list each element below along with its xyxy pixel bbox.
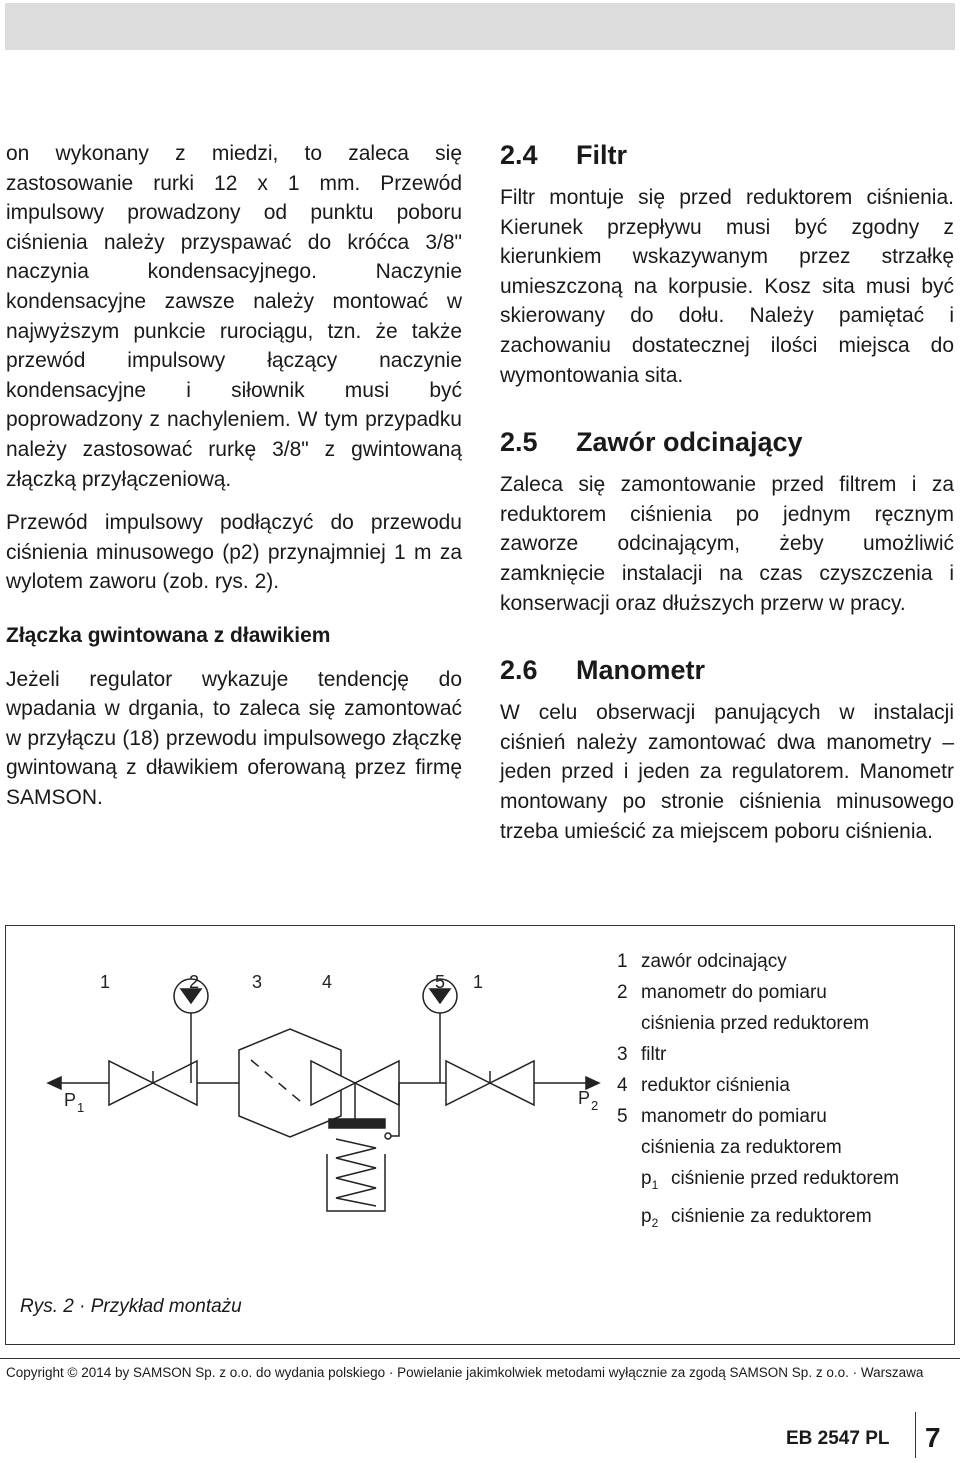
- shutoff-valve-icon: [109, 1061, 197, 1105]
- legend-text: reduktor ciśnienia: [641, 1075, 790, 1096]
- legend-text: ciśnienia przed reduktorem: [641, 1013, 870, 1034]
- header-bar: [5, 3, 955, 50]
- footer-divider: [0, 1358, 960, 1359]
- diagram-label: 2: [189, 972, 200, 992]
- diagram-label: P: [578, 1088, 591, 1108]
- legend-text: zawór odcinający: [641, 951, 787, 972]
- legend-text: ciśnienie przed reduktorem: [671, 1168, 900, 1189]
- diagram-label: 1: [473, 972, 484, 992]
- figure-caption: Rys. 2 · Przykład montażu: [20, 1296, 242, 1317]
- section-number: 2.4: [500, 140, 538, 170]
- pressure-reducer-icon: [311, 1061, 399, 1211]
- footer-separator: [915, 1412, 916, 1458]
- legend-text: ciśnienia za reduktorem: [641, 1137, 842, 1158]
- section-title: Manometr: [576, 655, 706, 686]
- diagram-label: 5: [435, 972, 446, 992]
- diagram-label: P: [64, 1090, 77, 1110]
- legend-text: manometr do pomiaru: [641, 982, 827, 1003]
- subheading: Złączka gwintowana z dławikiem: [6, 623, 331, 647]
- legend-text: ciśnienie za reduktorem: [671, 1205, 872, 1227]
- paragraph: W celu obserwacji panujących w instalacji ciśnień należy zamontować dwa manometry – jeden przed i jeden za regulatorem. Manometr montowany po stronie ciśnienia minusowego trzeba umieścić za miejscem poboru ciśnienia.: [500, 701, 954, 843]
- legend-key: 1: [617, 951, 628, 972]
- diagram-label: 1: [77, 1100, 85, 1115]
- pressure-gauge-icon: [174, 979, 208, 1083]
- diagram-label: 1: [100, 972, 111, 992]
- section-number: 2.5: [500, 427, 538, 458]
- legend-text: manometr do pomiaru: [641, 1106, 827, 1127]
- section-number: 2.6: [500, 655, 538, 686]
- section-title: Zawór odcinający: [576, 427, 803, 458]
- diagram-label: 3: [252, 972, 263, 992]
- paragraph: Przewód impulsowy podłączyć do przewodu ciśnienia minusowego (p2) przynajmniej 1 m za wylotem zaworu (zob. rys. 2).: [6, 511, 462, 594]
- paragraph: on wykonany z miedzi, to zaleca się zastosowanie rurki 12 x 1 mm. Przewód impulsowy prowadzony od punktu poboru ciśnienia należy przyspawać do króćca 3/8" naczynia kondensacyjnego. Naczynie kondensacyjne zawsze należy montować w najwyższym punkcie rurociągu, tzn. że także przewód impulsowy łączący naczynie kondensacyjne i siłownik musi być poprowadzony z nachyleniem. W tym przypadku należy zastosować rurkę 3/8" z gwintowaną złączką przyłączeniową.: [6, 142, 462, 491]
- legend-key: 2: [617, 982, 628, 1003]
- paragraph: Zaleca się zamontowanie przed filtrem i za reduktorem ciśnienia po jednym ręcznym zaworze odcinającym, żeby umożliwić zamknięcie instalacji na czas czyszczenia i konserwacji oraz dłuższych przerw w pracy.: [500, 473, 954, 615]
- figure-box: [5, 925, 955, 1345]
- inlet-arrow-icon: [48, 1077, 61, 1089]
- right-column: [500, 139, 954, 846]
- shutoff-valve-icon: [446, 1061, 534, 1105]
- legend-text: filtr: [641, 1044, 667, 1065]
- diagram-label: 4: [322, 972, 333, 992]
- legend-key: 4: [617, 1075, 628, 1096]
- legend-key: 5: [617, 1106, 628, 1127]
- copyright-notice: Copyright © 2014 by SAMSON Sp. z o.o. do wydania polskiego · Powielanie jakimkolwiek metodami wyłącznie za zgodą SAMSON Sp. z o.o. · Warszawa: [6, 1365, 924, 1380]
- legend-key: $p_1$: [641, 1168, 659, 1192]
- left-column: [6, 139, 462, 812]
- section-heading: [500, 139, 954, 171]
- figure-legend: [617, 946, 899, 1239]
- paragraph: Jeżeli regulator wykazuje tendencję do wpadania w drgania, to zaleca się zamontować w przyłączu (18) przewodu impulsowego złączkę gwintowaną z dławikiem oferowaną przez firmę SAMSON.: [6, 667, 462, 809]
- page-number: 7: [925, 1422, 941, 1453]
- section-heading: [500, 654, 954, 686]
- document-number: EB 2547 PL: [786, 1428, 890, 1449]
- installation-diagram: [6, 926, 616, 1286]
- section-title: Filtr: [576, 140, 627, 170]
- section-heading: [500, 426, 954, 458]
- paragraph: Filtr montuje się przed reduktorem ciśnienia. Kierunek przepływu musi być zgodny z kierunkiem wskazywanym przez strzałkę umieszczoną na korpusie. Kosz sita musi być skierowany do dołu. Należy pamiętać i zachowaniu dostatecznej ilości miejsca do wymontowania sita.: [500, 186, 954, 387]
- diagram-label: 2: [591, 1098, 599, 1113]
- legend-key: $p_2$: [641, 1205, 659, 1230]
- legend-key: 3: [617, 1044, 628, 1065]
